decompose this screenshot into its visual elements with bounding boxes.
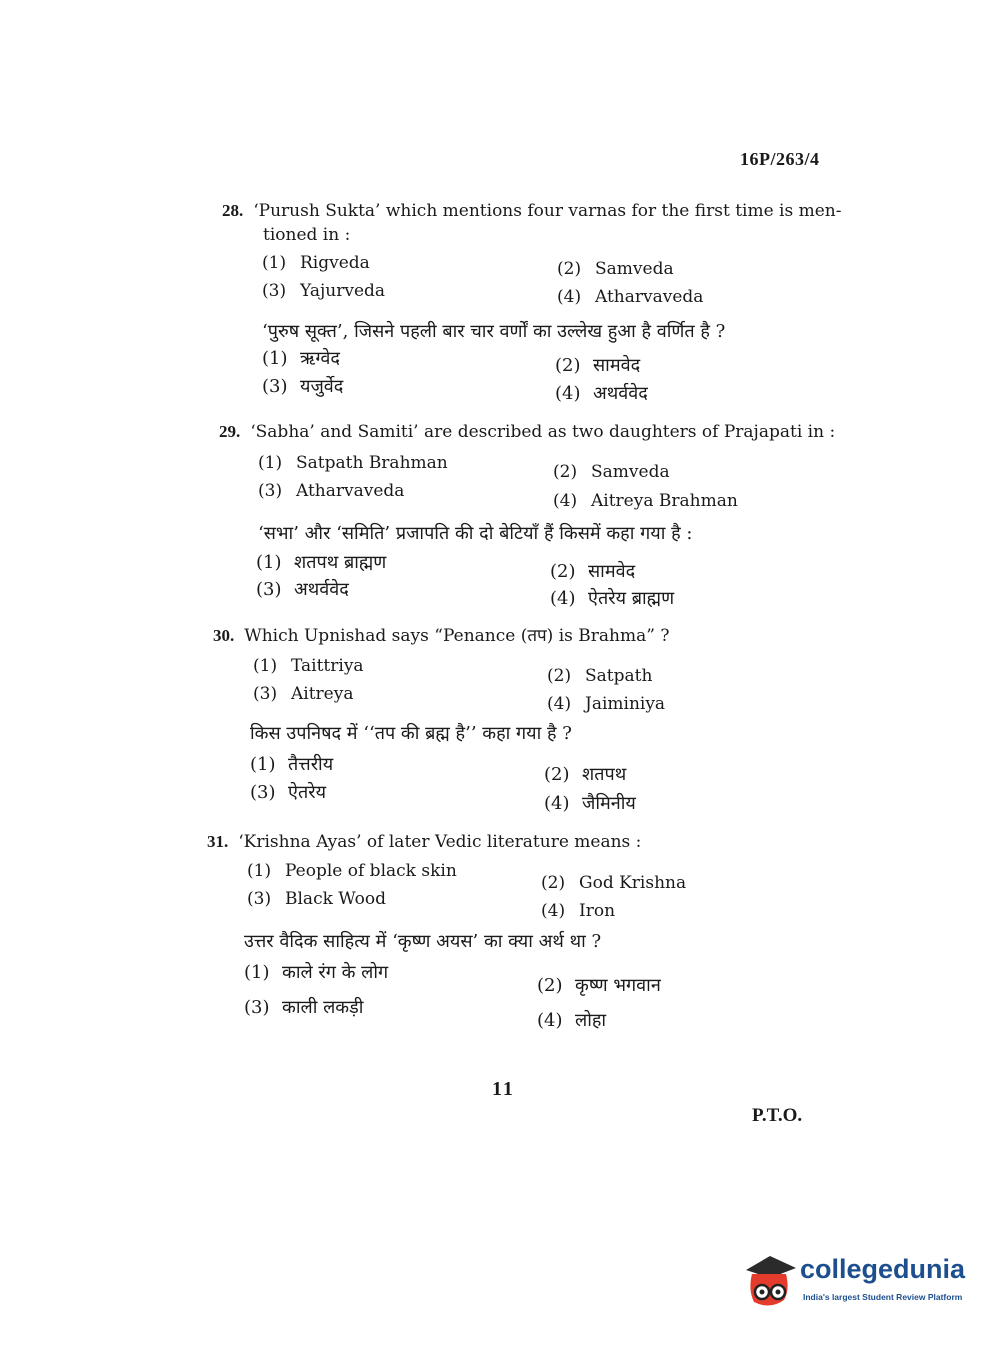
question-30-text: 30. Which Upnishad says “Penance (तप) is Brahma” ? [213,626,670,646]
question-number: 31. [207,832,229,851]
option: (1) ऋग्वेद [262,348,340,369]
option: (3) Aitreya [253,684,354,704]
option: (1) People of black skin [247,861,457,881]
question-number: 29. [219,422,241,441]
option: (3) Yajurveda [262,281,386,301]
option: (2) शतपथ [544,764,627,785]
option: (3) Black Wood [247,889,386,909]
mascot-icon [740,1250,798,1310]
option: (3) यजुर्वेद [262,376,344,397]
option: (2) Samveda [557,259,674,279]
option: (3) काली लकड़ी [244,997,364,1018]
option: (4) लोहा [537,1010,607,1031]
option: (2) Samveda [553,462,670,482]
option: (1) Satpath Brahman [258,453,448,473]
paper-code: 16P/263/4 [740,149,820,169]
question-31-text: 31. ‘Krishna Ayas’ of later Vedic literature means : [207,832,642,852]
option: (1) Taittriya [253,656,364,676]
option: (2) सामवेद [550,561,636,582]
option: (4) अथर्ववेद [555,383,648,404]
option: (4) ऐतरेय ब्राह्मण [550,588,675,609]
option: (1) तैत्तरीय [250,754,334,775]
option: (1) शतपथ ब्राह्मण [256,552,387,573]
question-28-text: 28. ‘Purush Sukta’ which mentions four varnas for the first time is men- [222,201,842,221]
option: (1) काले रंग के लोग [244,962,389,983]
collegedunia-logo [740,1250,970,1310]
option: (4) Aitreya Brahman [553,491,738,511]
logo-name: collegedunia [800,1254,966,1284]
option: (2) कृष्ण भगवान [537,975,661,996]
option: (2) God Krishna [541,873,687,893]
question-28-hindi: ‘पुरुष सूक्त’, जिसने पहली बार चार वर्णों का उल्लेख हुआ है वर्णित है ? [262,321,726,342]
option: (2) सामवेद [555,355,641,376]
question-29-text: 29. ‘Sabha’ and Samiti’ are described as two daughters of Prajapati in : [219,422,836,442]
question-31-hindi: उत्तर वैदिक साहित्य में ‘कृष्ण अयस’ का क्या अर्थ था ? [244,931,602,952]
option: (1) Rigveda [262,253,370,273]
option: (3) ऐतरेय [250,782,327,803]
option: (4) जैमिनीय [544,793,636,814]
question-number: 28. [222,201,244,220]
question-28-text-cont: tioned in : [263,225,351,245]
option: (3) अथर्ववेद [256,579,349,600]
option: (3) Atharvaveda [258,481,405,501]
question-number: 30. [213,626,235,645]
question-30-hindi: किस उपनिषद में ‘‘तप की ब्रह्म है’’ कहा गया है ? [250,723,572,744]
pto-label: P.T.O. [752,1105,803,1126]
option: (4) Iron [541,901,616,921]
option: (4) Atharvaveda [557,287,704,307]
logo-tagline: India's largest Student Review Platform [803,1292,963,1302]
option: (4) Jaiminiya [547,694,666,714]
option: (2) Satpath [547,666,653,686]
page-number: 11 [492,1078,515,1100]
question-29-hindi: ‘सभा’ और ‘समिति’ प्रजापति की दो बेटियाँ हैं किसमें कहा गया है : [258,523,693,544]
